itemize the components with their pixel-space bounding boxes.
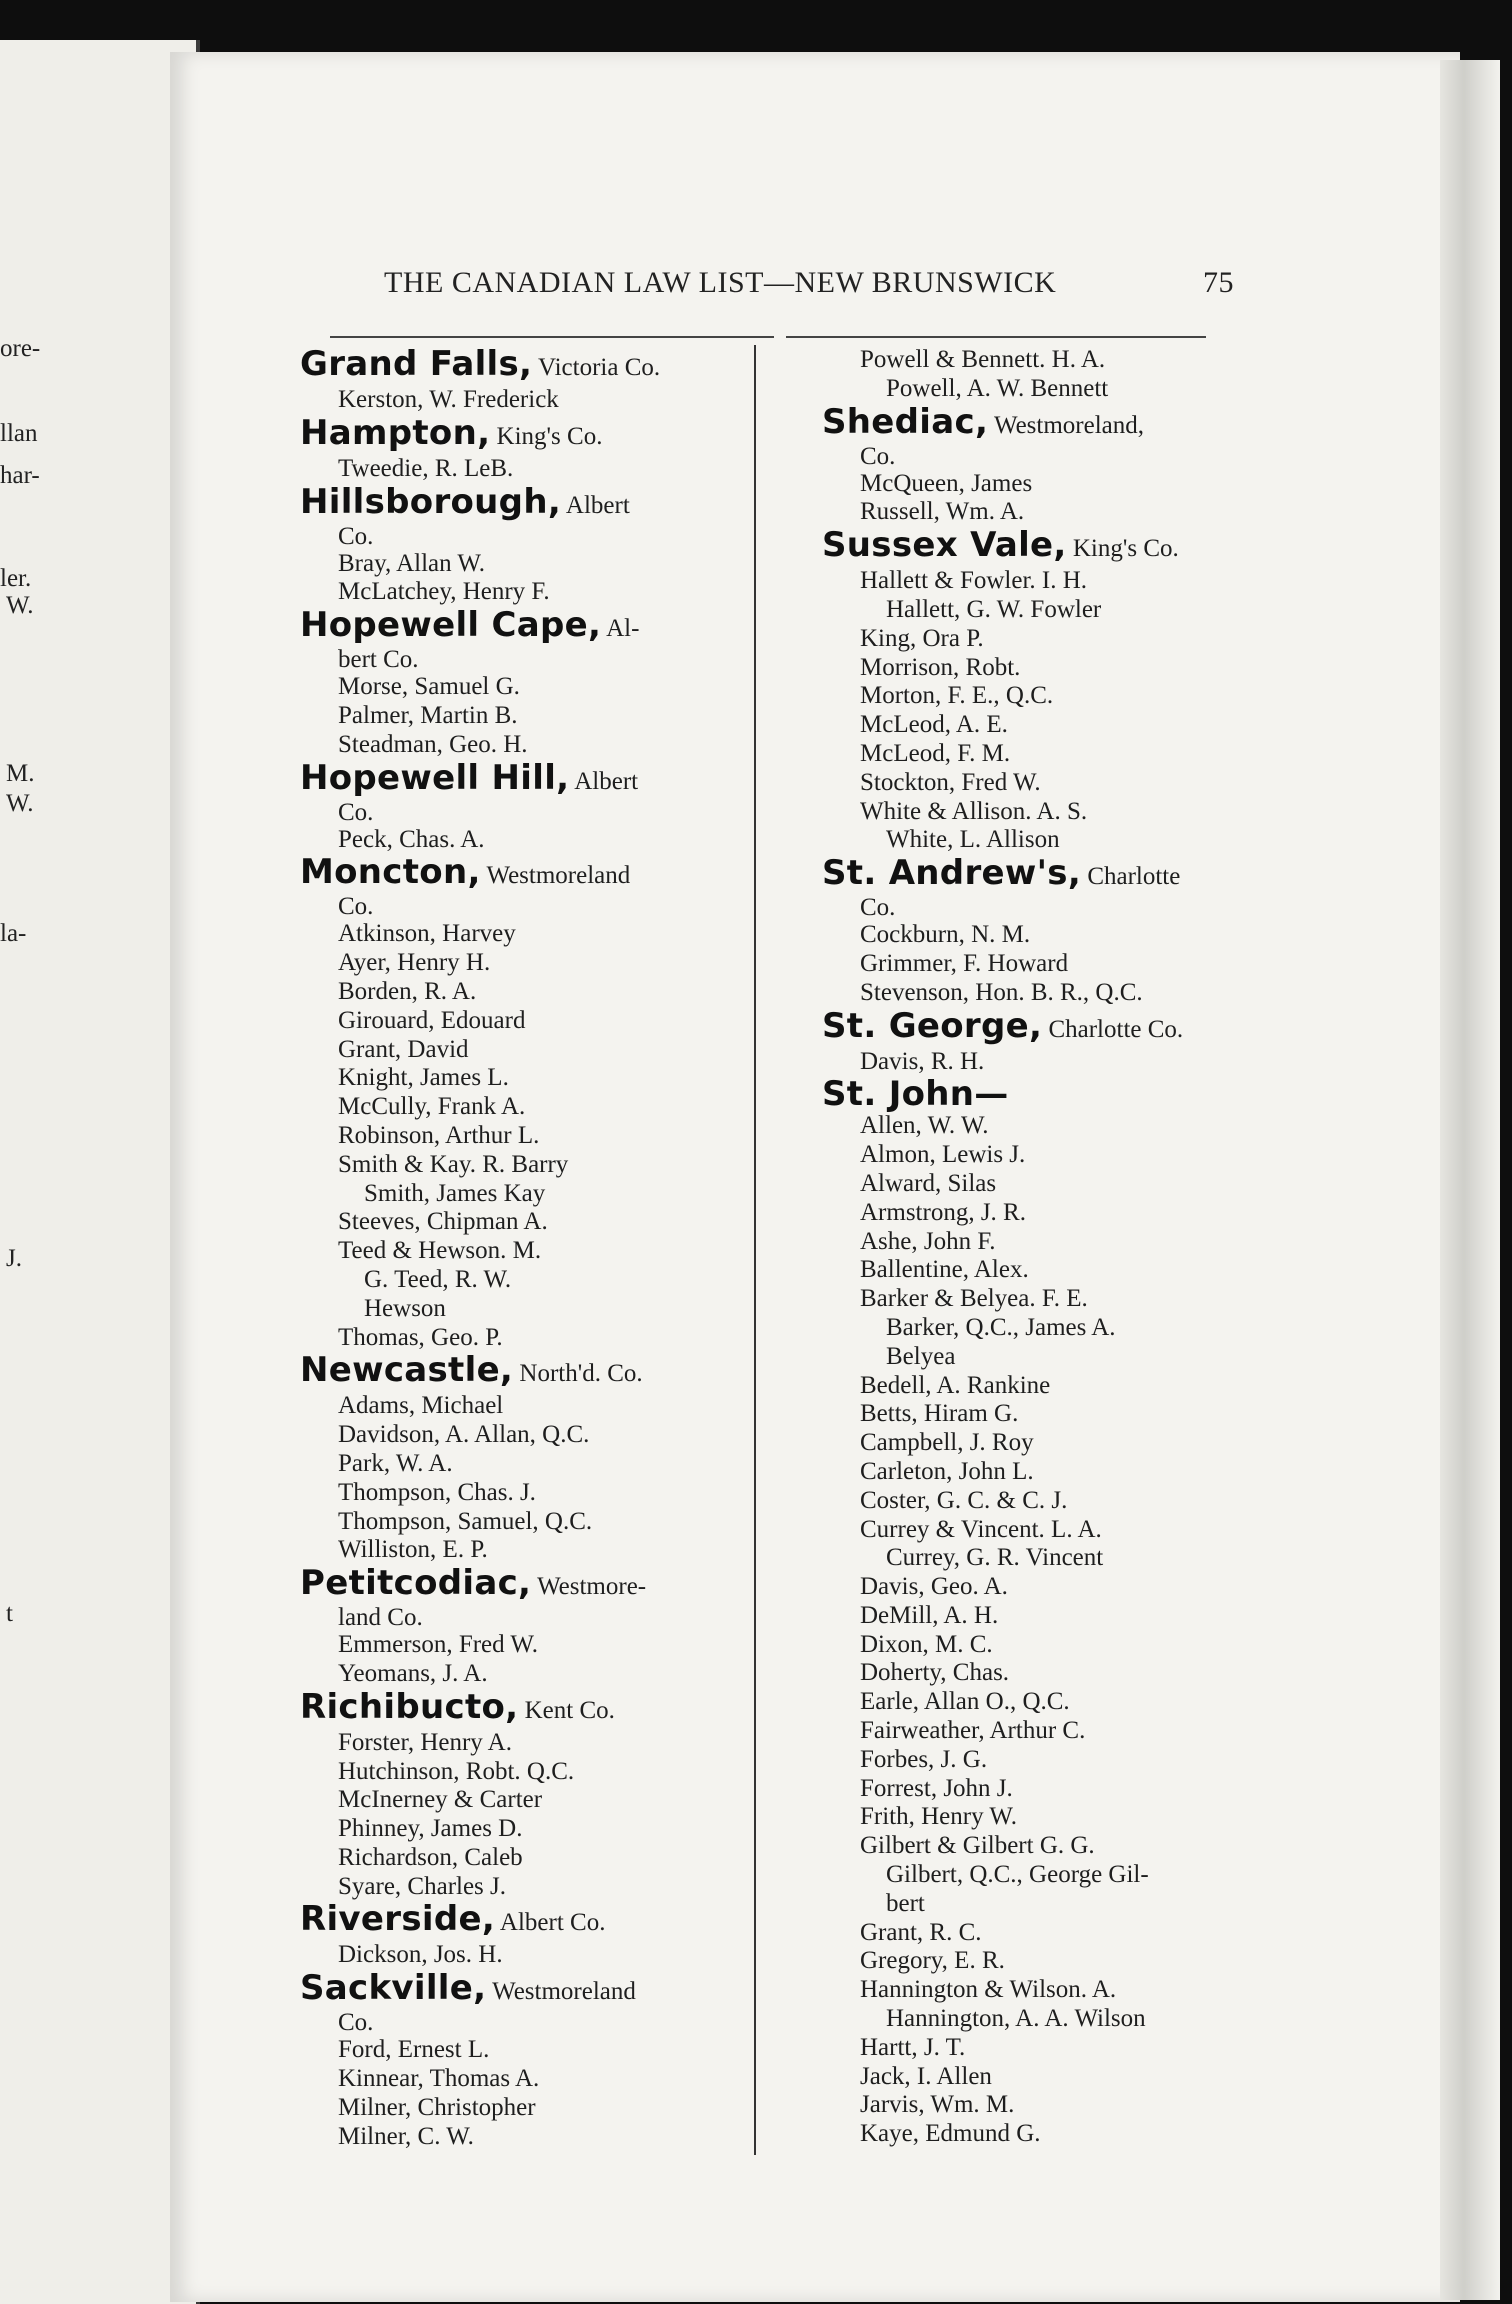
county-label: Albert Co. bbox=[495, 1909, 606, 1937]
lawyer-listing: Kerston, W. Frederick bbox=[338, 386, 559, 413]
facing-page-text: ore- bbox=[0, 335, 41, 362]
directory-entry bbox=[822, 1005, 1232, 1077]
county-continuation: Co. bbox=[860, 894, 896, 922]
place-name: Sussex Vale, bbox=[822, 525, 1067, 566]
county-label: King's Co. bbox=[490, 422, 603, 450]
lawyer-listing: Thomas, Geo. P. bbox=[338, 1323, 503, 1351]
lawyer-listing: Peck, Chas. A. bbox=[338, 825, 485, 853]
lawyer-listing: Richardson, Caleb bbox=[338, 1843, 523, 1871]
place-heading bbox=[300, 1352, 720, 1392]
place-name: Grand Falls, bbox=[300, 344, 533, 384]
place-heading bbox=[822, 401, 1232, 444]
facing-page-text: ler. bbox=[0, 565, 32, 592]
column-divider bbox=[754, 345, 756, 2155]
lawyer-listing: King, Ora P. bbox=[860, 624, 984, 652]
facing-page-text: J. bbox=[6, 1245, 22, 1272]
lawyer-listing: G. Teed, R. W. bbox=[364, 1265, 512, 1293]
lawyer-listing: Dickson, Jos. H. bbox=[338, 1941, 503, 1969]
lawyer-listing: Frith, Henry W. bbox=[860, 1803, 1017, 1831]
facing-page-text: M. bbox=[6, 760, 35, 787]
county-continuation: Co. bbox=[338, 522, 374, 550]
lawyer-listing: Russell, Wm. A. bbox=[860, 498, 1025, 526]
lawyer-listing: Hannington & Wilson. A. bbox=[860, 1976, 1117, 2004]
page-edge bbox=[1440, 60, 1500, 2300]
lawyer-listing: Forbes, J. G. bbox=[860, 1745, 988, 1773]
lawyer-listing: Smith & Kay. R. Barry bbox=[338, 1150, 569, 1178]
lawyer-listing: Tweedie, R. LeB. bbox=[338, 454, 514, 482]
facing-page-text: la- bbox=[0, 920, 27, 947]
lawyer-listing: Barker, Q.C., James A. bbox=[886, 1313, 1116, 1341]
lawyer-listing: Kaye, Edmund G. bbox=[860, 2120, 1041, 2148]
lawyer-listing: Barker & Belyea. F. E. bbox=[860, 1285, 1088, 1313]
directory-entry bbox=[300, 1352, 720, 1565]
directory-entry bbox=[822, 346, 1232, 404]
lawyer-listing: DeMill, A. H. bbox=[860, 1601, 999, 1629]
lawyer-listing: Robinson, Arthur L. bbox=[338, 1121, 540, 1149]
place-name: Sackville, bbox=[300, 1968, 487, 2009]
county-label: Westmoreland, bbox=[988, 411, 1144, 439]
county-label: Charlotte Co. bbox=[1042, 1015, 1184, 1043]
place-heading bbox=[822, 855, 1232, 895]
county-continuation: Co. bbox=[338, 893, 374, 921]
directory-entry bbox=[300, 854, 720, 1352]
county-label: North'd. Co. bbox=[513, 1360, 643, 1388]
lawyer-listing: Davis, Geo. A. bbox=[860, 1573, 1008, 1601]
lawyer-listing: Hallett, G. W. Fowler bbox=[886, 595, 1102, 623]
lawyer-listing: Hallett & Fowler. I. H. bbox=[860, 567, 1088, 595]
place-name: Riverside, bbox=[300, 1899, 496, 1940]
county-label: Westmoreland bbox=[480, 862, 631, 890]
lawyer-listing: Thompson, Samuel, Q.C. bbox=[338, 1507, 593, 1535]
place-heading bbox=[300, 481, 720, 524]
directory-entry bbox=[822, 855, 1232, 1007]
lawyer-listing: Cockburn, N. M. bbox=[860, 921, 1031, 949]
lawyer-listing: Bray, Allan W. bbox=[338, 549, 485, 577]
place-heading bbox=[300, 757, 720, 800]
place-heading bbox=[822, 527, 1232, 567]
right-column bbox=[822, 346, 1232, 2149]
lawyer-listing: McCully, Frank A. bbox=[338, 1093, 526, 1121]
lawyer-listing: Coster, G. C. & C. J. bbox=[860, 1486, 1068, 1514]
lawyer-listing: Williston, E. P. bbox=[338, 1536, 488, 1564]
lawyer-listing: Ashe, John F. bbox=[860, 1227, 996, 1255]
place-name: Moncton, bbox=[300, 852, 481, 893]
facing-page-text: har- bbox=[0, 462, 40, 489]
directory-entry bbox=[300, 1686, 720, 1902]
lawyer-listing: Park, W. A. bbox=[338, 1449, 453, 1477]
lawyer-listing: Atkinson, Harvey bbox=[338, 920, 516, 948]
place-heading bbox=[300, 607, 720, 647]
lawyer-listing: Steeves, Chipman A. bbox=[338, 1208, 548, 1236]
lawyer-listing: McLeod, F. M. bbox=[860, 739, 1011, 767]
lawyer-listing: Smith, James Kay bbox=[364, 1179, 546, 1207]
lawyer-listing: Milner, Christopher bbox=[338, 2093, 536, 2121]
lawyer-listing: McQueen, James bbox=[860, 469, 1033, 497]
header-rule-left bbox=[330, 336, 774, 338]
directory-entry bbox=[822, 1076, 1232, 2149]
lawyer-listing: Powell, A. W. Bennett bbox=[886, 374, 1109, 402]
directory-entry bbox=[300, 757, 720, 855]
lawyer-listing: McLeod, A. E. bbox=[860, 711, 1008, 739]
directory-entry bbox=[822, 527, 1232, 855]
lawyer-listing: Earle, Allan O., Q.C. bbox=[860, 1688, 1070, 1716]
lawyer-listing: Currey & Vincent. L. A. bbox=[860, 1515, 1102, 1543]
lawyer-listing: Forrest, John J. bbox=[860, 1774, 1013, 1802]
place-name: Shediac, bbox=[822, 401, 989, 442]
lawyer-listing: Davis, R. H. bbox=[860, 1047, 985, 1075]
county-label: Charlotte bbox=[1081, 863, 1181, 891]
lawyer-listing: Yeomans, J. A. bbox=[338, 1659, 488, 1687]
lawyer-listing: Gilbert, Q.C., George Gil- bbox=[886, 1861, 1149, 1889]
lawyer-listing: Morton, F. E., Q.C. bbox=[860, 682, 1054, 710]
directory-entry bbox=[300, 481, 720, 608]
lawyer-listing: Dixon, M. C. bbox=[860, 1630, 993, 1658]
place-name: Hampton, bbox=[300, 412, 491, 453]
lawyer-listing: bert bbox=[886, 1889, 925, 1917]
place-name: Hopewell Hill, bbox=[300, 757, 570, 798]
place-heading bbox=[300, 346, 720, 386]
directory-entry bbox=[300, 1901, 720, 1970]
lawyer-listing: Grant, David bbox=[338, 1035, 469, 1063]
county-continuation: land Co. bbox=[338, 1604, 423, 1632]
lawyer-listing: Ballentine, Alex. bbox=[860, 1256, 1029, 1284]
lawyer-listing: Grant, R. C. bbox=[860, 1918, 982, 1946]
directory-entry bbox=[822, 401, 1232, 528]
directory-entry bbox=[300, 346, 720, 415]
lawyer-listing: Stevenson, Hon. B. R., Q.C. bbox=[860, 978, 1143, 1006]
place-heading bbox=[300, 1901, 720, 1941]
lawyer-listing: Currey, G. R. Vincent bbox=[886, 1544, 1104, 1572]
facing-page-text: llan bbox=[0, 420, 38, 447]
page-number: 75 bbox=[1203, 266, 1234, 299]
lawyer-listing: McInerney & Carter bbox=[338, 1786, 543, 1814]
lawyer-listing: Stockton, Fred W. bbox=[860, 768, 1041, 796]
county-label: Westmoreland bbox=[486, 1978, 636, 2006]
place-heading bbox=[300, 1565, 720, 1605]
lawyer-listing: White, L. Allison bbox=[886, 826, 1060, 854]
lawyer-listing: McLatchey, Henry F. bbox=[338, 578, 550, 606]
running-header bbox=[384, 266, 1244, 306]
place-heading bbox=[300, 854, 720, 894]
lawyer-listing: Allen, W. W. bbox=[860, 1112, 989, 1140]
lawyer-listing: Ford, Ernest L. bbox=[338, 2036, 490, 2064]
place-heading bbox=[300, 1970, 720, 2010]
lawyer-listing: Hutchinson, Robt. Q.C. bbox=[338, 1757, 575, 1785]
left-column bbox=[300, 346, 720, 2151]
lawyer-listing: Jack, I. Allen bbox=[860, 2062, 992, 2090]
county-label: Al- bbox=[601, 615, 640, 643]
county-label: Westmore- bbox=[531, 1573, 647, 1601]
lawyer-listing: Milner, C. W. bbox=[338, 2122, 474, 2150]
place-name: St. Andrew's, bbox=[822, 853, 1082, 894]
county-label: Albert bbox=[569, 767, 639, 795]
lawyer-listing: Alward, Silas bbox=[860, 1169, 997, 1197]
lawyer-listing: Davidson, A. Allan, Q.C. bbox=[338, 1421, 590, 1449]
place-name: Richibucto, bbox=[300, 1686, 519, 1727]
county-label: King's Co. bbox=[1066, 535, 1179, 563]
lawyer-listing: Gilbert & Gilbert G. G. bbox=[860, 1832, 1095, 1860]
place-heading bbox=[822, 1074, 1232, 1115]
place-name: Hopewell Cape, bbox=[300, 605, 602, 646]
lawyer-listing: Steadman, Geo. H. bbox=[338, 730, 528, 758]
lawyer-listing: Gregory, E. R. bbox=[860, 1947, 1005, 1975]
directory-entry bbox=[300, 1970, 720, 2151]
lawyer-listing: Armstrong, J. R. bbox=[860, 1198, 1026, 1226]
lawyer-listing: Hewson bbox=[364, 1294, 446, 1322]
county-continuation: Co. bbox=[338, 798, 374, 826]
lawyer-listing: Belyea bbox=[886, 1342, 956, 1370]
lawyer-listing: White & Allison. A. S. bbox=[860, 797, 1088, 825]
facing-page-text: t bbox=[6, 1600, 13, 1627]
county-continuation: bert Co. bbox=[338, 646, 419, 674]
lawyer-listing: Hannington, A. A. Wilson bbox=[886, 2005, 1146, 2033]
lawyer-listing: Bedell, A. Rankine bbox=[860, 1371, 1051, 1399]
directory-entry bbox=[300, 412, 720, 484]
county-continuation: Co. bbox=[338, 2009, 374, 2037]
lawyer-listing: Adams, Michael bbox=[338, 1392, 504, 1420]
lawyer-listing: Emmerson, Fred W. bbox=[338, 1631, 538, 1659]
lawyer-listing: Powell & Bennett. H. A. bbox=[860, 346, 1106, 373]
directory-entry bbox=[300, 1565, 720, 1689]
lawyer-listing: Doherty, Chas. bbox=[860, 1659, 1010, 1687]
lawyer-listing: Teed & Hewson. M. bbox=[338, 1237, 542, 1265]
lawyer-listing: Thompson, Chas. J. bbox=[338, 1478, 536, 1506]
lawyer-listing: Jarvis, Wm. M. bbox=[860, 2091, 1015, 2119]
page-title: THE CANADIAN LAW LIST—NEW BRUNSWICK bbox=[384, 266, 1057, 299]
place-name: Hillsborough, bbox=[300, 481, 562, 522]
lawyer-listing: Forster, Henry A. bbox=[338, 1728, 512, 1756]
county-continuation: Co. bbox=[860, 442, 896, 470]
lawyer-listing: Morrison, Robt. bbox=[860, 653, 1021, 681]
lawyer-listing: Almon, Lewis J. bbox=[860, 1141, 1026, 1169]
place-name: St. John— bbox=[822, 1074, 1009, 1115]
county-label: Kent Co. bbox=[518, 1696, 615, 1724]
lawyer-listing: Carleton, John L. bbox=[860, 1457, 1034, 1485]
lawyer-listing: Ayer, Henry H. bbox=[338, 949, 491, 977]
place-heading bbox=[822, 1005, 1232, 1048]
lawyer-listing: Grimmer, F. Howard bbox=[860, 949, 1069, 977]
facing-page-text: W. bbox=[6, 592, 34, 619]
place-heading bbox=[300, 1686, 720, 1729]
county-label: Albert bbox=[561, 491, 630, 519]
lawyer-listing: Palmer, Martin B. bbox=[338, 701, 518, 729]
lawyer-listing: Knight, James L. bbox=[338, 1064, 509, 1092]
place-name: St. George, bbox=[822, 1005, 1043, 1046]
header-rule-right bbox=[786, 336, 1206, 338]
facing-page-text: W. bbox=[6, 790, 34, 817]
lawyer-listing: Fairweather, Arthur C. bbox=[860, 1717, 1086, 1745]
lawyer-listing: Hartt, J. T. bbox=[860, 2033, 966, 2061]
lawyer-listing: Borden, R. A. bbox=[338, 977, 477, 1005]
place-heading bbox=[300, 412, 720, 455]
lawyer-listing: Betts, Hiram G. bbox=[860, 1400, 1019, 1428]
county-label: Victoria Co. bbox=[532, 354, 661, 381]
place-name: Newcastle, bbox=[300, 1350, 514, 1391]
place-name: Petitcodiac, bbox=[300, 1563, 532, 1604]
lawyer-listing: Campbell, J. Roy bbox=[860, 1429, 1034, 1457]
lawyer-listing: Phinney, James D. bbox=[338, 1815, 523, 1843]
directory-entry bbox=[300, 607, 720, 759]
lawyer-listing: Syare, Charles J. bbox=[338, 1872, 507, 1900]
lawyer-listing: Kinnear, Thomas A. bbox=[338, 2065, 540, 2093]
lawyer-listing: Girouard, Edouard bbox=[338, 1006, 526, 1034]
lawyer-listing: Morse, Samuel G. bbox=[338, 673, 520, 701]
